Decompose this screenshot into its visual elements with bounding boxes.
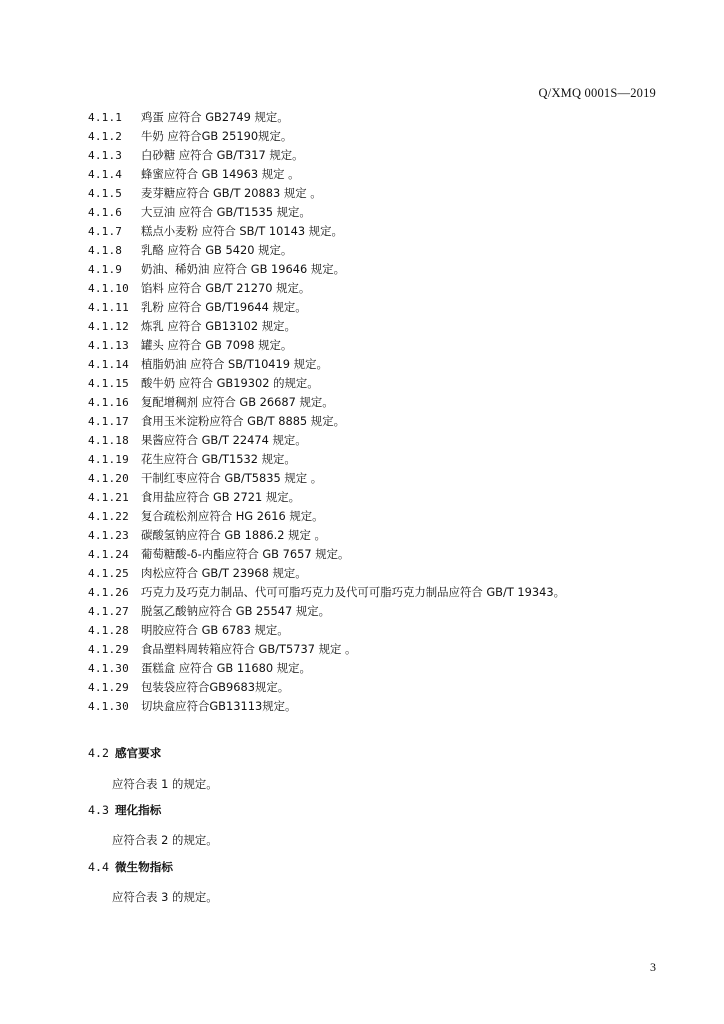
- list-item: [88, 469, 688, 488]
- item-number: 4.1.12: [88, 320, 129, 333]
- list-item: [88, 355, 688, 374]
- item-number: 4.1.21: [88, 491, 129, 504]
- item-number: 4.1.3: [88, 149, 123, 162]
- section-title: 微生物指标: [114, 860, 173, 874]
- section-title: 感官要求: [114, 746, 162, 760]
- item-number: 4.1.29: [88, 643, 129, 656]
- list-item: [88, 165, 688, 184]
- item-text: 酸牛奶 应符合 GB19302 的规定。: [141, 376, 319, 390]
- item-text: 食用玉米淀粉应符合 GB/T 8885 规定。: [141, 414, 345, 428]
- list-item: [88, 393, 688, 412]
- item-number: 4.1.9: [88, 263, 123, 276]
- list-item: [88, 488, 688, 507]
- section-heading-sensory: [88, 745, 161, 761]
- list-item: [88, 298, 688, 317]
- item-text: 罐头 应符合 GB 7098 规定。: [141, 338, 293, 352]
- item-text: 炼乳 应符合 GB13102 规定。: [141, 319, 296, 333]
- item-number: 4.1.29: [88, 681, 129, 694]
- item-number: 4.1.27: [88, 605, 129, 618]
- list-item: [88, 412, 688, 431]
- item-text: 鸡蛋 应符合 GB2749 规定。: [141, 110, 289, 124]
- item-text: 碳酸氢钠应符合 GB 1886.2 规定 。: [141, 528, 326, 542]
- section-body-sensory: 应符合表 1 的规定。: [112, 777, 218, 791]
- item-number: 4.1.28: [88, 624, 129, 637]
- list-item: [88, 241, 688, 260]
- item-number: 4.1.2: [88, 130, 123, 143]
- section-body-physicochemical: 应符合表 2 的规定。: [112, 833, 218, 847]
- item-text: 葡萄糖酸-δ-内酯应符合 GB 7657 规定。: [141, 547, 350, 561]
- item-number: 4.1.26: [88, 586, 129, 599]
- item-text: 大豆油 应符合 GB/T1535 规定。: [141, 205, 311, 219]
- item-text: 脱氢乙酸钠应符合 GB 25547 规定。: [141, 604, 331, 618]
- item-number: 4.1.13: [88, 339, 129, 352]
- item-text: 干制红枣应符合 GB/T5835 规定 。: [141, 471, 323, 485]
- item-number: 4.1.1: [88, 111, 123, 124]
- item-text: 复合疏松剂应符合 HG 2616 规定。: [141, 509, 324, 523]
- list-item: [88, 507, 688, 526]
- list-item: [88, 374, 688, 393]
- list-item: [88, 640, 688, 659]
- section-heading-microbiological: [88, 859, 173, 875]
- item-number: 4.1.19: [88, 453, 129, 466]
- item-number: 4.1.16: [88, 396, 129, 409]
- item-text: 植脂奶油 应符合 SB/T10419 规定。: [141, 357, 328, 371]
- item-text: 乳酪 应符合 GB 5420 规定。: [141, 243, 293, 257]
- list-item: [88, 108, 688, 127]
- list-item: [88, 583, 688, 602]
- item-text: 蛋糕盒 应符合 GB 11680 规定。: [141, 661, 311, 675]
- item-text: 馅料 应符合 GB/T 21270 规定。: [141, 281, 311, 295]
- item-number: 4.1.14: [88, 358, 129, 371]
- list-item: [88, 336, 688, 355]
- item-text: 牛奶 应符合GB 25190规定。: [141, 129, 293, 143]
- section-body-microbiological: 应符合表 3 的规定。: [112, 890, 218, 904]
- item-number: 4.1.10: [88, 282, 129, 295]
- item-text: 糕点小麦粉 应符合 SB/T 10143 规定。: [141, 224, 343, 238]
- item-text: 巧克力及巧克力制品、代可可脂巧克力及代可可脂巧克力制品应符合 GB/T 19343。: [141, 585, 566, 599]
- list-item: [88, 621, 688, 640]
- item-text: 明胶应符合 GB 6783 规定。: [141, 623, 289, 637]
- item-text: 乳粉 应符合 GB/T19644 规定。: [141, 300, 307, 314]
- item-number: 4.1.8: [88, 244, 123, 257]
- item-number: 4.1.30: [88, 700, 129, 713]
- item-number: 4.1.5: [88, 187, 123, 200]
- item-number: 4.1.30: [88, 662, 129, 675]
- section-heading-physicochemical: [88, 802, 161, 818]
- section-number: 4.2: [88, 746, 109, 760]
- list-item: [88, 564, 688, 583]
- item-text: 白砂糖 应符合 GB/T317 规定。: [141, 148, 304, 162]
- item-number: 4.1.20: [88, 472, 129, 485]
- list-item: [88, 222, 688, 241]
- section-title: 理化指标: [114, 803, 162, 817]
- list-item: [88, 659, 688, 678]
- item-text: 包装袋应符合GB9683规定。: [141, 680, 290, 694]
- item-number: 4.1.17: [88, 415, 129, 428]
- item-number: 4.1.7: [88, 225, 123, 238]
- item-text: 复配增稠剂 应符合 GB 26687 规定。: [141, 395, 334, 409]
- list-item: [88, 146, 688, 165]
- requirements-list: [88, 108, 688, 716]
- item-number: 4.1.11: [88, 301, 129, 314]
- item-number: 4.1.22: [88, 510, 129, 523]
- list-item: [88, 526, 688, 545]
- item-number: 4.1.23: [88, 529, 129, 542]
- item-text: 蜂蜜应符合 GB 14963 规定 。: [141, 167, 300, 181]
- item-number: 4.1.25: [88, 567, 129, 580]
- item-text: 果酱应符合 GB/T 22474 规定。: [141, 433, 307, 447]
- list-item: [88, 127, 688, 146]
- page-number: 3: [650, 960, 656, 974]
- item-text: 肉松应符合 GB/T 23968 规定。: [141, 566, 307, 580]
- list-item: [88, 317, 688, 336]
- list-item: [88, 203, 688, 222]
- item-text: 花生应符合 GB/T1532 规定。: [141, 452, 296, 466]
- list-item: [88, 450, 688, 469]
- item-text: 奶油、稀奶油 应符合 GB 19646 规定。: [141, 262, 346, 276]
- item-number: 4.1.6: [88, 206, 123, 219]
- item-number: 4.1.15: [88, 377, 129, 390]
- item-text: 食用盐应符合 GB 2721 规定。: [141, 490, 301, 504]
- document-code: Q/XMQ 0001S—2019: [538, 86, 656, 100]
- list-item: [88, 279, 688, 298]
- list-item: [88, 545, 688, 564]
- list-item: [88, 697, 688, 716]
- item-number: 4.1.24: [88, 548, 129, 561]
- list-item: [88, 260, 688, 279]
- list-item: [88, 431, 688, 450]
- item-number: 4.1.18: [88, 434, 129, 447]
- section-number: 4.4: [88, 860, 109, 874]
- item-text: 切块盒应符合GB13113规定。: [141, 699, 297, 713]
- item-text: 食品塑料周转箱应符合 GB/T5737 规定 。: [141, 642, 357, 656]
- list-item: [88, 184, 688, 203]
- section-number: 4.3: [88, 803, 109, 817]
- list-item: [88, 602, 688, 621]
- item-text: 麦芽糖应符合 GB/T 20883 规定 。: [141, 186, 322, 200]
- list-item: [88, 678, 688, 697]
- item-number: 4.1.4: [88, 168, 123, 181]
